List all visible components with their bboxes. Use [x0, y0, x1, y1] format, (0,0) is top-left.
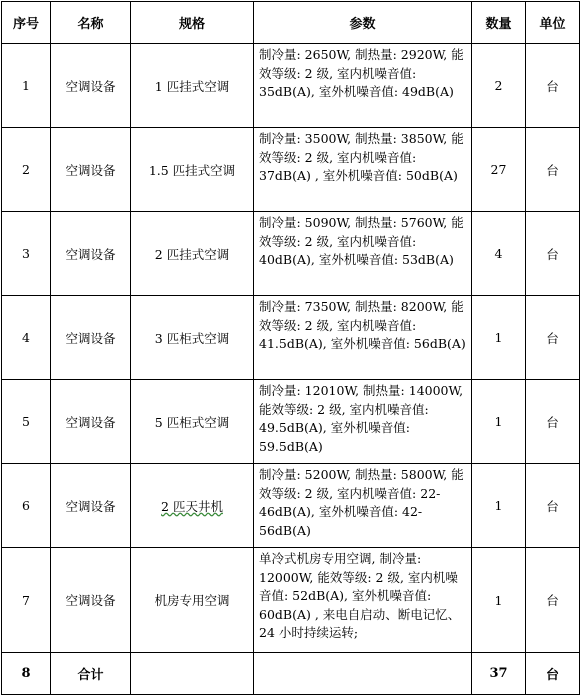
header-qty: 数量 [472, 2, 526, 44]
cell-params: 制冷量: 7350W, 制热量: 8200W, 能效等级: 2 级, 室内机噪音值: 41.5dB(A), 室外机噪音值: 56dB(A) [254, 296, 472, 380]
cell-spec [131, 464, 254, 548]
cell-no: 3 [2, 212, 51, 296]
cell-qty: 1 [472, 548, 526, 653]
cell-spec: 3 匹柜式空调 [131, 296, 254, 380]
cell-name: 空调设备 [51, 128, 131, 212]
cell-no: 1 [2, 44, 51, 128]
cell-name: 空调设备 [51, 296, 131, 380]
cell-unit: 台 [526, 548, 580, 653]
header-spec: 规格 [131, 2, 254, 44]
header-row [2, 2, 580, 44]
cell-name: 空调设备 [51, 44, 131, 128]
cell-params: 制冷量: 12010W, 制热量: 14000W, 能效等级: 2 级, 室内机噪音值: 49.5dB(A), 室外机噪音值: 59.5dB(A) [254, 380, 472, 464]
cell-spec: 1.5 匹挂式空调 [131, 128, 254, 212]
table-row [2, 212, 580, 296]
cell-spec: 2 匹挂式空调 [131, 212, 254, 296]
cell-unit: 台 [526, 212, 580, 296]
cell-no: 2 [2, 128, 51, 212]
cell-params: 单冷式机房专用空调, 制冷量: 12000W, 能效等级: 2 级, 室内机噪音值: 52dB(A), 室外机噪音值: 60dB(A) , 来电自启动、断电记忆、24 小时持续运转; [254, 548, 472, 653]
header-unit: 单位 [526, 2, 580, 44]
cell-no: 6 [2, 464, 51, 548]
equipment-table [1, 1, 580, 695]
table-row [2, 44, 580, 128]
cell-no: 7 [2, 548, 51, 653]
total-unit: 台 [526, 653, 580, 695]
total-params-empty [254, 653, 472, 695]
table-row [2, 548, 580, 653]
cell-spec: 1 匹挂式空调 [131, 44, 254, 128]
cell-name: 空调设备 [51, 464, 131, 548]
cell-qty: 1 [472, 380, 526, 464]
cell-unit: 台 [526, 44, 580, 128]
header-params: 参数 [254, 2, 472, 44]
table-row [2, 128, 580, 212]
cell-name: 空调设备 [51, 212, 131, 296]
header-name: 名称 [51, 2, 131, 44]
header-no: 序号 [2, 2, 51, 44]
table-row [2, 296, 580, 380]
cell-qty: 27 [472, 128, 526, 212]
cell-spec: 5 匹柜式空调 [131, 380, 254, 464]
cell-spec: 机房专用空调 [131, 548, 254, 653]
cell-params: 制冷量: 5200W, 制热量: 5800W, 能效等级: 2 级, 室内机噪音值: 22-46dB(A), 室外机噪音值: 42-56dB(A) [254, 464, 472, 548]
cell-no: 4 [2, 296, 51, 380]
total-no: 8 [2, 653, 51, 695]
cell-unit: 台 [526, 128, 580, 212]
cell-qty: 1 [472, 296, 526, 380]
cell-unit: 台 [526, 464, 580, 548]
cell-unit: 台 [526, 296, 580, 380]
cell-spec-text: 2 匹天井机 [161, 498, 223, 514]
cell-unit: 台 [526, 380, 580, 464]
cell-params: 制冷量: 2650W, 制热量: 2920W, 能效等级: 2 级, 室内机噪音值: 35dB(A), 室外机噪音值: 49dB(A) [254, 44, 472, 128]
cell-qty: 1 [472, 464, 526, 548]
cell-params: 制冷量: 5090W, 制热量: 5760W, 能效等级: 2 级, 室内机噪音值: 40dB(A), 室外机噪音值: 53dB(A) [254, 212, 472, 296]
total-row [2, 653, 580, 695]
cell-params: 制冷量: 3500W, 制热量: 3850W, 能效等级: 2 级, 室内机噪音值: 37dB(A) , 室外机噪音值: 50dB(A) [254, 128, 472, 212]
cell-qty: 2 [472, 44, 526, 128]
total-spec-empty [131, 653, 254, 695]
total-label: 合计 [51, 653, 131, 695]
cell-name: 空调设备 [51, 380, 131, 464]
table-row [2, 464, 580, 548]
cell-no: 5 [2, 380, 51, 464]
table-row [2, 380, 580, 464]
cell-name: 空调设备 [51, 548, 131, 653]
cell-qty: 4 [472, 212, 526, 296]
total-qty: 37 [472, 653, 526, 695]
